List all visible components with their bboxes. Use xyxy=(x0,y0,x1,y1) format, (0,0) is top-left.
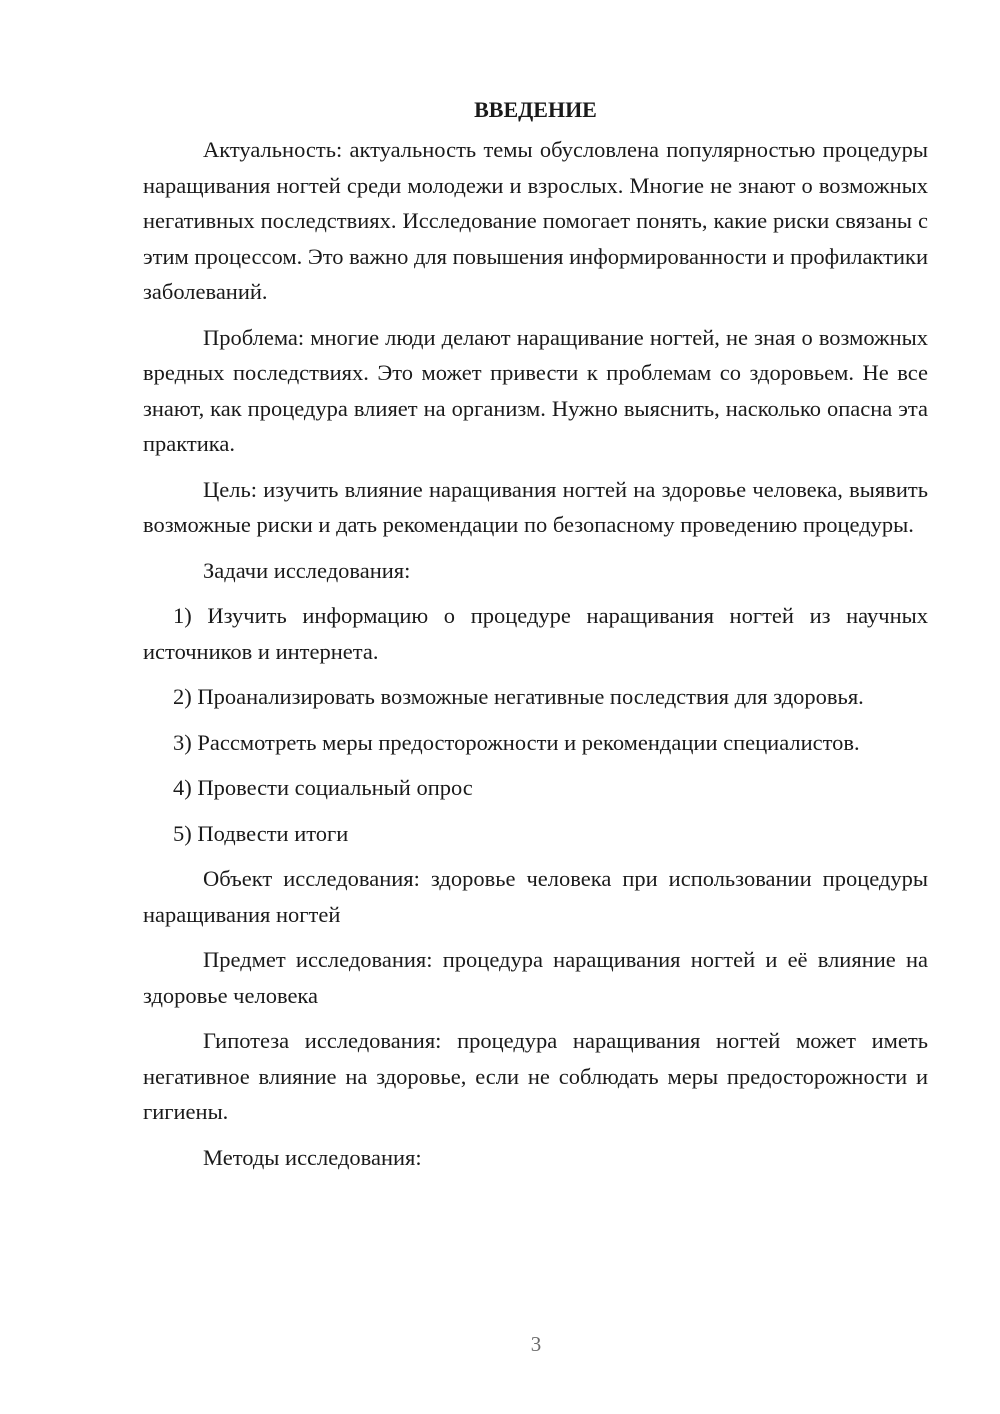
page-content xyxy=(143,92,928,1185)
task-item-5: 5) Подвести итоги xyxy=(173,820,349,846)
paragraph-hypothesis: Гипотеза исследования: процедура наращивания ногтей может иметь негативное влияние на здоровье, если не соблюдать меры предосторожности и гигиены. xyxy=(143,1028,928,1124)
paragraph-problem: Проблема: многие люди делают наращивание ногтей, не зная о возможных вредных последствиях. Это может привести к проблемам со здоровьем. Не все знают, как процедура влияет на организм. Нужно выяснить, насколько опасна эта практика. xyxy=(143,324,928,456)
task-item-2: 2) Проанализировать возможные негативные последствия для здоровья. xyxy=(173,684,864,709)
paragraph-methods: Методы исследования: xyxy=(203,1144,422,1170)
paragraph-tasks-heading: Задачи исследования: xyxy=(203,557,411,583)
task-item-4: 4) Провести социальный опрос xyxy=(173,775,473,800)
paragraph-relevance: Актуальность: актуальность темы обусловлена популярностью процедуры наращивания ногтей среди молодежи и взрослых. Многие не знают о возможных негативных последствиях. Исследование помогает понять, какие риски связаны с этим процессом. Это важно для повышения информированности и профилактики заболеваний. xyxy=(143,137,928,304)
section-title: ВВЕДЕНИЕ xyxy=(474,97,597,122)
paragraph-object: Объект исследования: здоровье человека при использовании процедуры наращивания ногтей xyxy=(143,866,928,927)
task-item-1: 1) Изучить информацию о процедуре наращивания ногтей из научных источников и интернета. xyxy=(143,603,928,664)
task-item-3: 3) Рассмотреть меры предосторожности и рекомендации специалистов. xyxy=(173,729,860,755)
page-number: 3 xyxy=(530,1332,542,1356)
paragraph-subject: Предмет исследования: процедура наращивания ногтей и её влияние на здоровье человека xyxy=(143,947,928,1008)
paragraph-goal: Цель: изучить влияние наращивания ногтей на здоровье человека, выявить возможные риски и дать рекомендации по безопасному проведению процедуры. xyxy=(143,476,928,537)
